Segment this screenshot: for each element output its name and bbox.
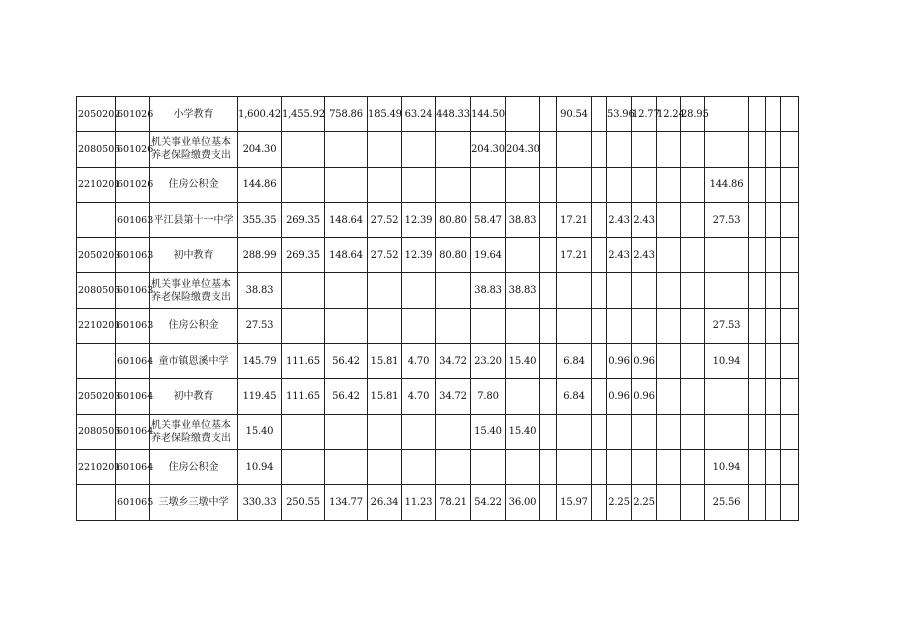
amount-cell	[781, 379, 799, 414]
amount-cell	[657, 485, 681, 520]
amount-cell	[607, 132, 632, 167]
amount-cell: 27.52	[368, 202, 402, 237]
amount-cell	[540, 97, 557, 132]
amount-cell	[592, 132, 607, 167]
amount-cell	[607, 449, 632, 484]
amount-cell	[325, 414, 368, 449]
table-row	[77, 97, 799, 132]
amount-cell: 2.43	[632, 238, 657, 273]
item-name-cell: 三墩乡三墩中学	[150, 485, 238, 520]
amount-cell: 185.49	[368, 97, 402, 132]
amount-cell: 1,600.42	[238, 97, 282, 132]
amount-cell: 6.84	[557, 379, 592, 414]
amount-cell	[436, 167, 471, 202]
amount-cell: 0.96	[632, 344, 657, 379]
amount-cell: 54.22	[471, 485, 506, 520]
amount-cell: 2.25	[607, 485, 632, 520]
amount-cell	[681, 273, 705, 308]
amount-cell	[368, 308, 402, 343]
amount-cell	[540, 414, 557, 449]
amount-cell	[766, 379, 781, 414]
amount-cell	[607, 167, 632, 202]
amount-cell: 12.39	[402, 238, 436, 273]
item-name-cell: 住房公积金	[150, 167, 238, 202]
amount-cell: 448.33	[436, 97, 471, 132]
amount-cell: 0.96	[607, 344, 632, 379]
amount-cell	[592, 414, 607, 449]
amount-cell: 0.96	[607, 379, 632, 414]
amount-cell: 288.99	[238, 238, 282, 273]
amount-cell	[506, 238, 540, 273]
amount-cell: 758.86	[325, 97, 368, 132]
amount-cell	[607, 414, 632, 449]
amount-cell	[766, 344, 781, 379]
amount-cell: 0.96	[632, 379, 657, 414]
amount-cell	[402, 449, 436, 484]
amount-cell	[781, 167, 799, 202]
amount-cell	[632, 273, 657, 308]
amount-cell	[781, 344, 799, 379]
amount-cell: 4.70	[402, 379, 436, 414]
amount-cell	[781, 273, 799, 308]
amount-cell	[592, 485, 607, 520]
amount-cell	[540, 167, 557, 202]
amount-cell: 17.21	[557, 202, 592, 237]
amount-cell	[506, 379, 540, 414]
amount-cell	[592, 167, 607, 202]
amount-cell	[657, 449, 681, 484]
amount-cell	[592, 379, 607, 414]
amount-cell: 15.40	[506, 344, 540, 379]
amount-cell: 111.65	[282, 344, 325, 379]
amount-cell	[766, 449, 781, 484]
amount-cell	[607, 273, 632, 308]
amount-cell: 15.81	[368, 379, 402, 414]
amount-cell	[681, 414, 705, 449]
amount-cell	[402, 308, 436, 343]
amount-cell	[781, 485, 799, 520]
amount-cell	[506, 449, 540, 484]
amount-cell: 80.80	[436, 238, 471, 273]
item-name-cell: 机关事业单位基本养老保险缴费支出	[150, 132, 238, 167]
amount-cell	[436, 449, 471, 484]
amount-cell: 148.64	[325, 202, 368, 237]
function-code-cell	[77, 344, 116, 379]
amount-cell	[657, 167, 681, 202]
amount-cell: 27.52	[368, 238, 402, 273]
amount-cell	[325, 273, 368, 308]
amount-cell: 144.86	[705, 167, 749, 202]
amount-cell	[749, 132, 766, 167]
amount-cell: 250.55	[282, 485, 325, 520]
item-name-cell: 童市镇恩溪中学	[150, 344, 238, 379]
amount-cell	[607, 308, 632, 343]
amount-cell	[471, 308, 506, 343]
table-row	[77, 273, 799, 308]
amount-cell: 34.72	[436, 344, 471, 379]
amount-cell	[749, 344, 766, 379]
amount-cell: 27.53	[238, 308, 282, 343]
amount-cell	[657, 379, 681, 414]
amount-cell: 36.00	[506, 485, 540, 520]
amount-cell	[657, 238, 681, 273]
unit-code-cell: 601063	[116, 238, 150, 273]
table-row	[77, 414, 799, 449]
amount-cell	[368, 414, 402, 449]
amount-cell	[540, 273, 557, 308]
item-name-cell: 机关事业单位基本养老保险缴费支出	[150, 414, 238, 449]
amount-cell	[592, 308, 607, 343]
amount-cell: 34.72	[436, 379, 471, 414]
amount-cell: 330.33	[238, 485, 282, 520]
amount-cell: 4.70	[402, 344, 436, 379]
amount-cell	[657, 344, 681, 379]
amount-cell	[540, 308, 557, 343]
amount-cell: 204.30	[506, 132, 540, 167]
amount-cell: 144.50	[471, 97, 506, 132]
amount-cell	[592, 273, 607, 308]
amount-cell: 2.25	[632, 485, 657, 520]
amount-cell	[781, 97, 799, 132]
table-row	[77, 485, 799, 520]
amount-cell	[540, 238, 557, 273]
amount-cell	[632, 167, 657, 202]
amount-cell: 2.43	[607, 202, 632, 237]
unit-code-cell: 601063	[116, 202, 150, 237]
amount-cell: 27.53	[705, 202, 749, 237]
amount-cell	[471, 449, 506, 484]
table-row	[77, 308, 799, 343]
item-name-cell: 平江县第十一中学	[150, 202, 238, 237]
table-row	[77, 344, 799, 379]
amount-cell	[402, 414, 436, 449]
amount-cell: 23.20	[471, 344, 506, 379]
amount-cell	[705, 414, 749, 449]
amount-cell	[705, 273, 749, 308]
amount-cell	[325, 132, 368, 167]
function-code-cell: 2050203	[77, 238, 116, 273]
amount-cell: 144.86	[238, 167, 282, 202]
amount-cell: 80.80	[436, 202, 471, 237]
amount-cell: 15.40	[506, 414, 540, 449]
amount-cell	[657, 414, 681, 449]
amount-cell	[766, 308, 781, 343]
amount-cell: 269.35	[282, 202, 325, 237]
amount-cell	[766, 238, 781, 273]
amount-cell: 15.40	[238, 414, 282, 449]
amount-cell	[325, 308, 368, 343]
amount-cell	[282, 308, 325, 343]
amount-cell	[657, 308, 681, 343]
amount-cell	[781, 414, 799, 449]
amount-cell: 15.81	[368, 344, 402, 379]
function-code-cell: 2080505	[77, 414, 116, 449]
amount-cell: 28.95	[681, 97, 705, 132]
amount-cell	[781, 308, 799, 343]
amount-cell	[705, 379, 749, 414]
table-row	[77, 202, 799, 237]
amount-cell	[282, 132, 325, 167]
item-name-cell: 住房公积金	[150, 449, 238, 484]
amount-cell	[749, 414, 766, 449]
amount-cell: 11.23	[402, 485, 436, 520]
amount-cell	[681, 238, 705, 273]
unit-code-cell: 601026	[116, 97, 150, 132]
amount-cell	[781, 132, 799, 167]
amount-cell	[632, 414, 657, 449]
amount-cell	[557, 308, 592, 343]
amount-cell	[681, 132, 705, 167]
amount-cell	[592, 238, 607, 273]
item-name-cell: 初中教育	[150, 379, 238, 414]
amount-cell	[282, 414, 325, 449]
amount-cell: 204.30	[238, 132, 282, 167]
amount-cell	[657, 132, 681, 167]
unit-code-cell: 601064	[116, 449, 150, 484]
amount-cell	[592, 449, 607, 484]
amount-cell: 15.40	[471, 414, 506, 449]
amount-cell	[749, 238, 766, 273]
amount-cell	[282, 273, 325, 308]
amount-cell: 12.24	[657, 97, 681, 132]
amount-cell: 17.21	[557, 238, 592, 273]
function-code-cell: 2210201	[77, 167, 116, 202]
amount-cell	[436, 308, 471, 343]
amount-cell	[540, 202, 557, 237]
item-name-cell: 初中教育	[150, 238, 238, 273]
amount-cell: 119.45	[238, 379, 282, 414]
amount-cell	[681, 344, 705, 379]
amount-cell	[766, 485, 781, 520]
amount-cell: 78.21	[436, 485, 471, 520]
table-row	[77, 238, 799, 273]
amount-cell	[749, 449, 766, 484]
amount-cell	[402, 167, 436, 202]
amount-cell	[368, 132, 402, 167]
amount-cell: 38.83	[506, 202, 540, 237]
amount-cell	[749, 379, 766, 414]
amount-cell: 53.96	[607, 97, 632, 132]
amount-cell	[368, 273, 402, 308]
amount-cell: 6.84	[557, 344, 592, 379]
amount-cell	[592, 202, 607, 237]
amount-cell	[557, 132, 592, 167]
amount-cell	[592, 97, 607, 132]
amount-cell: 111.65	[282, 379, 325, 414]
amount-cell	[506, 167, 540, 202]
amount-cell	[749, 97, 766, 132]
function-code-cell: 2050202	[77, 97, 116, 132]
unit-code-cell: 601065	[116, 485, 150, 520]
amount-cell	[749, 485, 766, 520]
amount-cell	[540, 379, 557, 414]
amount-cell	[632, 308, 657, 343]
amount-cell	[368, 449, 402, 484]
amount-cell: 1,455.92	[282, 97, 325, 132]
amount-cell	[705, 97, 749, 132]
function-code-cell	[77, 202, 116, 237]
amount-cell	[540, 485, 557, 520]
amount-cell: 134.77	[325, 485, 368, 520]
amount-cell	[766, 273, 781, 308]
amount-cell	[557, 449, 592, 484]
amount-cell: 56.42	[325, 379, 368, 414]
amount-cell	[436, 132, 471, 167]
item-name-cell: 小学教育	[150, 97, 238, 132]
amount-cell: 269.35	[282, 238, 325, 273]
amount-cell	[557, 414, 592, 449]
amount-cell	[681, 308, 705, 343]
amount-cell	[632, 449, 657, 484]
amount-cell: 90.54	[557, 97, 592, 132]
amount-cell	[506, 97, 540, 132]
amount-cell	[325, 449, 368, 484]
amount-cell: 2.43	[607, 238, 632, 273]
amount-cell: 10.94	[238, 449, 282, 484]
amount-cell	[632, 132, 657, 167]
amount-cell	[592, 344, 607, 379]
function-code-cell: 2210201	[77, 449, 116, 484]
amount-cell	[766, 414, 781, 449]
amount-cell	[781, 449, 799, 484]
amount-cell	[540, 449, 557, 484]
amount-cell	[325, 167, 368, 202]
function-code-cell: 2080505	[77, 273, 116, 308]
unit-code-cell: 601026	[116, 167, 150, 202]
amount-cell	[766, 97, 781, 132]
function-code-cell: 2050203	[77, 379, 116, 414]
amount-cell	[436, 273, 471, 308]
unit-code-cell: 601064	[116, 414, 150, 449]
unit-code-cell: 601063	[116, 273, 150, 308]
amount-cell	[766, 167, 781, 202]
amount-cell: 58.47	[471, 202, 506, 237]
amount-cell: 38.83	[238, 273, 282, 308]
item-name-cell: 机关事业单位基本养老保险缴费支出	[150, 273, 238, 308]
amount-cell	[681, 379, 705, 414]
table-row	[77, 132, 799, 167]
amount-cell	[557, 273, 592, 308]
amount-cell	[471, 167, 506, 202]
budget-table	[76, 96, 799, 521]
function-code-cell: 2080505	[77, 132, 116, 167]
amount-cell: 56.42	[325, 344, 368, 379]
amount-cell: 25.56	[705, 485, 749, 520]
amount-cell: 7.80	[471, 379, 506, 414]
amount-cell	[282, 167, 325, 202]
item-name-cell: 住房公积金	[150, 308, 238, 343]
amount-cell: 27.53	[705, 308, 749, 343]
amount-cell	[657, 202, 681, 237]
amount-cell	[749, 202, 766, 237]
amount-cell	[749, 167, 766, 202]
amount-cell	[282, 449, 325, 484]
amount-cell: 2.43	[632, 202, 657, 237]
unit-code-cell: 601026	[116, 132, 150, 167]
amount-cell: 38.83	[471, 273, 506, 308]
amount-cell: 12.39	[402, 202, 436, 237]
amount-cell: 355.35	[238, 202, 282, 237]
table-row	[77, 449, 799, 484]
amount-cell	[557, 167, 592, 202]
amount-cell: 10.94	[705, 449, 749, 484]
amount-cell	[657, 273, 681, 308]
amount-cell	[781, 202, 799, 237]
amount-cell	[749, 308, 766, 343]
amount-cell	[368, 167, 402, 202]
amount-cell: 148.64	[325, 238, 368, 273]
amount-cell	[436, 414, 471, 449]
amount-cell	[681, 167, 705, 202]
amount-cell	[705, 238, 749, 273]
amount-cell: 19.64	[471, 238, 506, 273]
amount-cell	[681, 449, 705, 484]
table-row	[77, 167, 799, 202]
amount-cell	[766, 202, 781, 237]
amount-cell	[402, 273, 436, 308]
amount-cell: 38.83	[506, 273, 540, 308]
table-row	[77, 379, 799, 414]
amount-cell	[540, 344, 557, 379]
amount-cell	[749, 273, 766, 308]
amount-cell	[540, 132, 557, 167]
amount-cell	[681, 202, 705, 237]
amount-cell	[705, 132, 749, 167]
amount-cell	[781, 238, 799, 273]
function-code-cell: 2210201	[77, 308, 116, 343]
amount-cell: 145.79	[238, 344, 282, 379]
table-body	[77, 97, 799, 521]
amount-cell: 12.77	[632, 97, 657, 132]
amount-cell: 15.97	[557, 485, 592, 520]
unit-code-cell: 601063	[116, 308, 150, 343]
amount-cell: 10.94	[705, 344, 749, 379]
amount-cell: 26.34	[368, 485, 402, 520]
unit-code-cell: 601064	[116, 379, 150, 414]
function-code-cell	[77, 485, 116, 520]
amount-cell	[402, 132, 436, 167]
unit-code-cell: 601064	[116, 344, 150, 379]
amount-cell: 63.24	[402, 97, 436, 132]
amount-cell	[766, 132, 781, 167]
amount-cell: 204.30	[471, 132, 506, 167]
amount-cell	[506, 308, 540, 343]
amount-cell	[681, 485, 705, 520]
